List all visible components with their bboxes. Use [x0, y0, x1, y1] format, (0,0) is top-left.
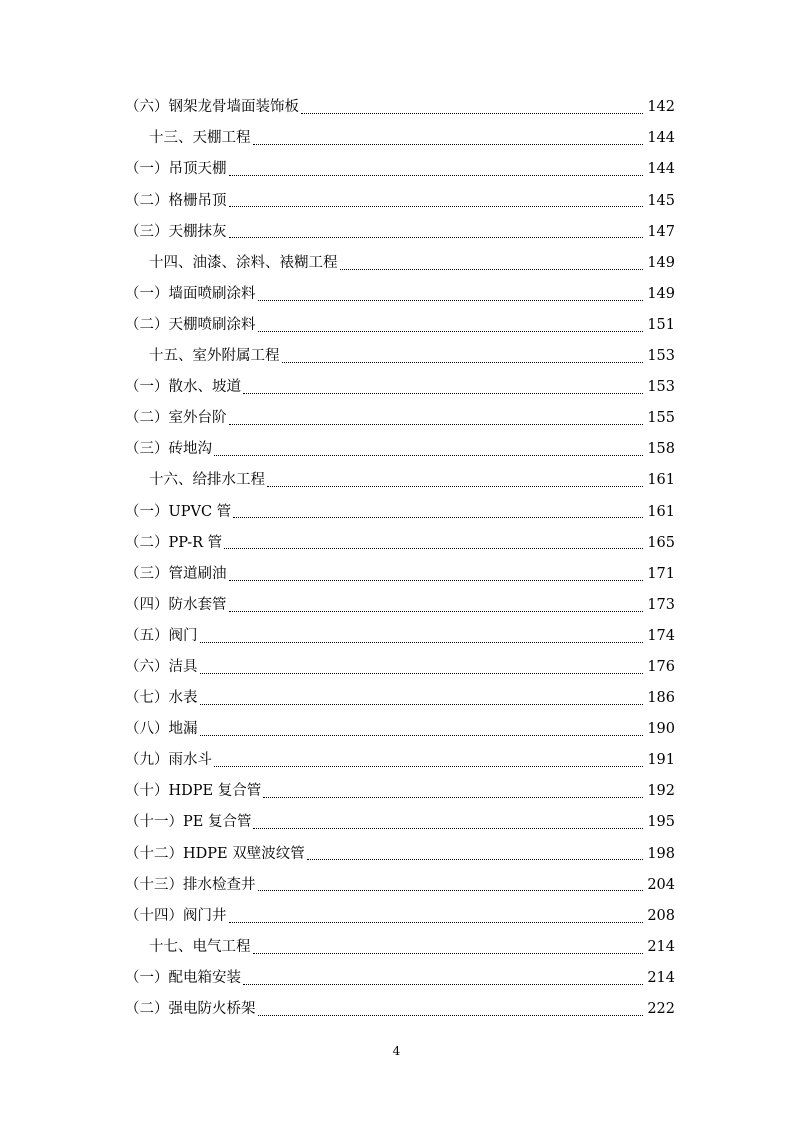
dot-leader: [229, 237, 644, 238]
toc-entry-page: 161: [647, 472, 675, 489]
dot-leader: [229, 922, 644, 923]
toc-entry-title: （十）HDPE 复合管: [125, 783, 262, 800]
toc-entry-page: 208: [647, 907, 675, 924]
toc-entry-title: （二）PP-R 管: [125, 534, 223, 551]
toc-entry-title: （三）管道刷油: [125, 565, 227, 582]
dot-leader: [267, 486, 643, 487]
toc-entry[interactable]: [125, 652, 675, 683]
toc-entry-title: 十六、给排水工程: [149, 472, 265, 489]
toc-entry[interactable]: [125, 994, 675, 1025]
toc-entry-title: （三）砖地沟: [125, 441, 212, 458]
toc-entry-title: 十三、天棚工程: [149, 130, 251, 147]
toc-entry-title: （一）墙面喷刷涂料: [125, 285, 256, 302]
toc-entry-page: 153: [647, 348, 675, 365]
toc-entry-page: 149: [647, 285, 675, 302]
dot-leader: [200, 673, 644, 674]
dot-leader: [307, 859, 643, 860]
toc-entry-title: （八）地漏: [125, 721, 198, 738]
toc-entry-title: （二）天棚喷刷涂料: [125, 316, 256, 333]
toc-entry-page: 198: [647, 845, 675, 862]
page-number: 4: [392, 1044, 401, 1058]
dot-leader: [229, 611, 644, 612]
toc-entry-page: 144: [647, 161, 675, 178]
toc-entry-page: 222: [647, 1001, 675, 1018]
toc-entry[interactable]: [125, 527, 675, 558]
toc-entry-title: 十四、油漆、涂料、裱糊工程: [149, 254, 338, 271]
toc-entry-page: 165: [647, 534, 675, 551]
toc-entry-page: 214: [647, 938, 675, 955]
dot-leader: [258, 890, 644, 891]
dot-leader: [229, 206, 644, 207]
dot-leader: [214, 455, 643, 456]
dot-leader: [229, 175, 644, 176]
toc-entry[interactable]: [125, 558, 675, 589]
toc-entry[interactable]: [125, 154, 675, 185]
toc-entry-page: 191: [647, 752, 675, 769]
toc-entry-title: （十四）阀门井: [125, 907, 227, 924]
dot-leader: [282, 362, 644, 363]
toc-entry-title: （一）吊顶天棚: [125, 161, 227, 178]
toc-entry-title: （一）配电箱安装: [125, 969, 241, 986]
toc-entry-page: 190: [647, 721, 675, 738]
toc-entry-page: 145: [647, 192, 675, 209]
dot-leader: [224, 548, 643, 549]
toc-entry[interactable]: [125, 465, 675, 496]
toc-entry[interactable]: [125, 807, 675, 838]
toc-entry-page: 161: [647, 503, 675, 520]
dot-leader: [233, 517, 643, 518]
toc-entry-page: 155: [647, 410, 675, 427]
toc-entry-title: （四）防水套管: [125, 596, 227, 613]
toc-entry[interactable]: [125, 776, 675, 807]
toc-entry-page: 192: [647, 783, 675, 800]
toc-entry[interactable]: [125, 838, 675, 869]
toc-entry[interactable]: [125, 900, 675, 931]
dot-leader: [200, 704, 644, 705]
toc-entry-title: （十一）PE 复合管: [125, 814, 252, 831]
toc-entry-title: （一）UPVC 管: [125, 503, 232, 520]
toc-entry-page: 204: [647, 876, 675, 893]
toc-entry[interactable]: [125, 123, 675, 154]
toc-entry-title: 十五、室外附属工程: [149, 348, 280, 365]
toc-entry-title: （七）水表: [125, 690, 198, 707]
dot-leader: [258, 331, 644, 332]
toc-entry-page: 171: [647, 565, 675, 582]
toc-entry-page: 142: [647, 99, 675, 116]
toc-entry-title: 十七、电气工程: [149, 938, 251, 955]
toc-entry-title: （十二）HDPE 双壁波纹管: [125, 845, 305, 862]
toc-entry[interactable]: [125, 869, 675, 900]
dot-leader: [253, 144, 644, 145]
toc-entry[interactable]: [125, 341, 675, 372]
toc-entry-page: 173: [647, 596, 675, 613]
toc-entry[interactable]: [125, 279, 675, 310]
toc-entry-page: 149: [647, 254, 675, 271]
toc-entry-page: 144: [647, 130, 675, 147]
toc-entry-title: （十三）排水检查井: [125, 876, 256, 893]
dot-leader: [301, 113, 643, 114]
dot-leader: [200, 642, 644, 643]
toc-entry[interactable]: [125, 714, 675, 745]
toc-entry-title: （一）散水、坡道: [125, 379, 241, 396]
toc-entry-title: （二）格栅吊顶: [125, 192, 227, 209]
dot-leader: [258, 300, 644, 301]
toc-entry[interactable]: [125, 403, 675, 434]
toc-entry[interactable]: [125, 310, 675, 341]
toc-entry[interactable]: [125, 683, 675, 714]
toc-entry-page: 186: [647, 690, 675, 707]
toc-entry-page: 147: [647, 223, 675, 240]
dot-leader: [253, 828, 643, 829]
toc-entry-title: （五）阀门: [125, 627, 198, 644]
toc-entry[interactable]: [125, 745, 675, 776]
toc-entry-page: 195: [647, 814, 675, 831]
toc-entry[interactable]: [125, 185, 675, 216]
toc-entry-page: 158: [647, 441, 675, 458]
dot-leader: [263, 797, 643, 798]
toc-entry-page: 153: [647, 379, 675, 396]
dot-leader: [258, 1015, 644, 1016]
toc-entry[interactable]: [125, 434, 675, 465]
toc-entry-page: 214: [647, 969, 675, 986]
toc-entry[interactable]: [125, 216, 675, 247]
dot-leader: [200, 735, 644, 736]
toc-entry-title: （二）室外台阶: [125, 410, 227, 427]
dot-leader: [214, 766, 643, 767]
toc-entry[interactable]: [125, 963, 675, 994]
toc-entry[interactable]: [125, 590, 675, 621]
toc-entry-title: （六）洁具: [125, 658, 198, 675]
toc-entry-title: （二）强电防火桥架: [125, 1001, 256, 1018]
toc-entry-page: 174: [647, 627, 675, 644]
toc-entry[interactable]: [125, 496, 675, 527]
toc-entry[interactable]: [125, 932, 675, 963]
toc-entry-page: 176: [647, 658, 675, 675]
table-of-contents: [125, 92, 675, 1025]
toc-entry-title: （三）天棚抹灰: [125, 223, 227, 240]
dot-leader: [243, 393, 643, 394]
dot-leader: [229, 580, 644, 581]
toc-entry[interactable]: [125, 92, 675, 123]
toc-entry-page: 151: [647, 316, 675, 333]
toc-entry[interactable]: [125, 372, 675, 403]
toc-entry-title: （九）雨水斗: [125, 752, 212, 769]
dot-leader: [229, 424, 644, 425]
dot-leader: [340, 269, 644, 270]
toc-entry[interactable]: [125, 621, 675, 652]
dot-leader: [253, 953, 644, 954]
toc-entry[interactable]: [125, 247, 675, 278]
toc-entry-title: （六）钢架龙骨墙面装饰板: [125, 99, 299, 116]
dot-leader: [243, 984, 643, 985]
